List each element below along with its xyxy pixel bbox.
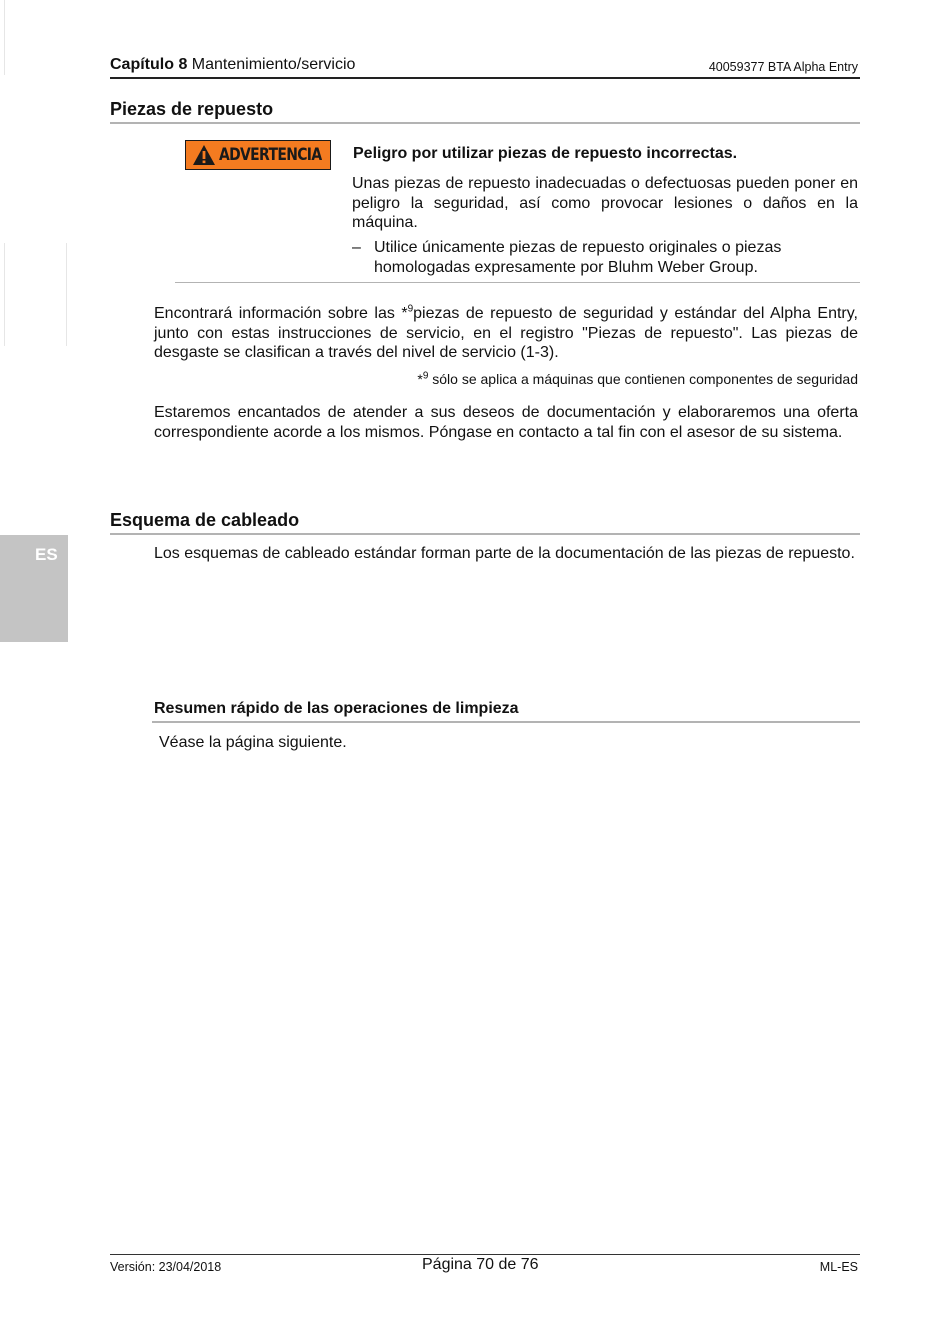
warning-text: Unas piezas de repuesto inadecuadas o defectuosas pueden poner en peligro la seguridad, así como provocar lesiones o daños en la máquina. (352, 175, 858, 231)
page-edge-line (4, 0, 5, 75)
footnote-text: sólo se aplica a máquinas que contienen componentes de seguridad (428, 371, 858, 387)
info-superscript: 9 (407, 303, 414, 315)
section-rule (110, 533, 860, 535)
chapter-title: Mantenimiento/servicio (191, 56, 356, 73)
page-edge-line (66, 243, 67, 346)
page-header-chapter (110, 56, 355, 74)
footer-language-code: ML-ES (819, 1260, 858, 1274)
bullet-marker: – (352, 239, 361, 256)
documentation-contact-paragraph: Estaremos encantados de atender a sus deseos de documentación y elaboraremos una oferta correspondiente acorde a los mismos. Póngase en contacto a tal fin con el asesor de su sistema. (154, 404, 858, 441)
warning-bullet: Utilice únicamente piezas de repuesto originales o piezas homologadas expresamente por Bluhm Weber Group. (374, 239, 782, 276)
warning-badge (185, 140, 331, 170)
language-tab-label: ES (35, 545, 58, 564)
footer-page-number: Página 70 de 76 (422, 1256, 539, 1273)
section-rule (152, 721, 860, 723)
spare-parts-info-paragraph (154, 304, 858, 363)
header-rule (110, 77, 860, 79)
chapter-number: Capítulo 8 (110, 56, 188, 73)
cleaning-reference: Véase la página siguiente. (159, 734, 347, 751)
page-edge-line (4, 243, 5, 346)
warning-badge-label: ADVERTENCIA (219, 145, 322, 165)
warning-triangle-icon (192, 144, 216, 166)
warning-title: Peligro por utilizar piezas de repuesto incorrectas. (353, 145, 738, 162)
section-title-cleaning: Resumen rápido de las operaciones de limpieza (154, 700, 519, 717)
wiring-paragraph: Los esquemas de cableado estándar forman parte de la documentación de las piezas de repuesto. (154, 545, 855, 562)
info-text-end: piezas de repuesto de seguridad y estándar del Alpha Entry, junto con estas instrucciones de servicio, en el registro "Piezas de repuesto". Las piezas de desgaste se clasifican a través del nivel de servicio (1-3). (154, 305, 859, 361)
info-text-start: Encontrará información sobre las * (154, 305, 408, 322)
footnote-star: * (417, 371, 423, 387)
document-reference: 40059377 BTA Alpha Entry (708, 60, 858, 74)
footnote (417, 371, 858, 387)
warning-block-rule (175, 282, 860, 283)
language-tab (0, 535, 68, 642)
section-rule (110, 122, 860, 124)
section-title-wiring: Esquema de cableado (110, 510, 300, 530)
section-title-spare-parts: Piezas de repuesto (110, 99, 274, 119)
footnote-superscript: 9 (422, 370, 429, 382)
footer-rule (110, 1254, 860, 1255)
footer-version: Versión: 23/04/2018 (110, 1260, 222, 1274)
